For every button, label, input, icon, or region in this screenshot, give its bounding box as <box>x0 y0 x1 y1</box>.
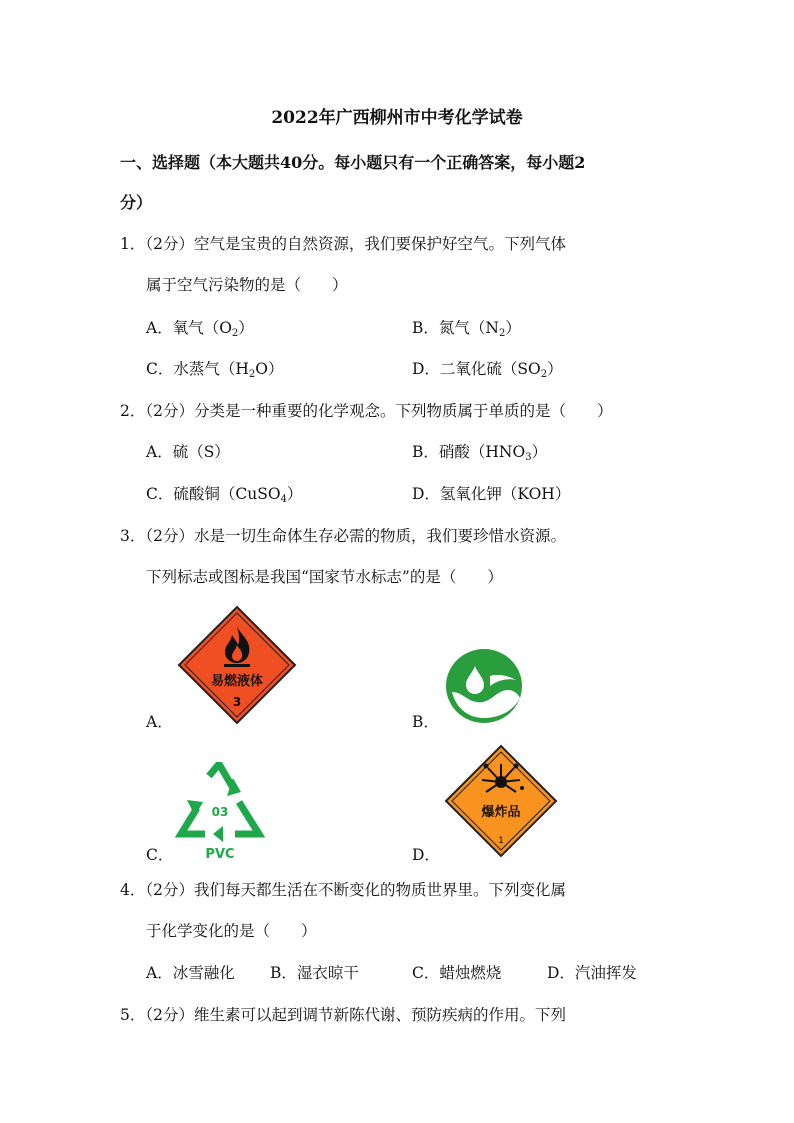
q1-option-c: C．水蒸气$(H_2O)$ <box>146 360 284 380</box>
q4-option-d: D．汽油挥发 <box>547 964 637 982</box>
flammable-sign-text: 易燃液体 <box>210 674 264 689</box>
explosive-sign <box>444 744 558 858</box>
q4-option-a: A．冰雪融化 <box>146 964 235 982</box>
question-4-stem-cont: 于化学变化的是（ ） <box>146 922 317 940</box>
explosive-sign-text: 爆炸品 <box>481 805 521 820</box>
question-1-stem: 1．（2分）空气是宝贵的自然资源，我们要保护好空气。下列气体 <box>120 235 566 253</box>
q3-option-a-label: A． <box>146 713 173 731</box>
q1-option-b: B．氮气$(N_2)$ <box>412 319 521 339</box>
pvc-recycling-icon <box>175 762 265 860</box>
question-3-stem-cont: 下列标志或图标是我国“国家节水标志”的是（ ） <box>146 568 503 586</box>
recycle-code-number: 03 <box>211 805 229 819</box>
q2-option-b: B．硝酸$(HNO_3)$ <box>412 443 548 463</box>
flammable-liquid-sign <box>177 605 297 725</box>
q4-option-c: C．蜡烛燃烧 <box>412 964 502 982</box>
section-heading-line2: 分） <box>120 193 153 212</box>
question-5-stem: 5．（2分）维生素可以起到调节新陈代谢、预防疾病的作用。下列 <box>120 1006 566 1024</box>
exam-title: 2022年广西柳州市中考化学试卷 <box>271 108 523 128</box>
flammable-sign-number: 3 <box>232 695 242 709</box>
q2-option-d: D．氢氧化钾（KOH） <box>412 485 571 503</box>
q3-option-c-label: C． <box>146 846 174 864</box>
q2-option-a: A．硫（S） <box>146 443 230 461</box>
q1-option-a: A．氧气$(O_2)$ <box>146 319 254 339</box>
question-2-stem: 2．（2分）分类是一种重要的化学观念。下列物质属于单质的是（ ） <box>120 402 613 420</box>
q4-option-b: B．湿衣晾干 <box>270 964 359 982</box>
recycle-code-label: PVC <box>205 847 235 860</box>
q2-option-c: C．硫酸铜（CuSO$_4$） <box>146 485 303 505</box>
section-heading-line1: 一、选择题（本大题共40分。每小题只有一个正确答案，每小题2 <box>120 153 586 172</box>
q1-option-d: D．二氧化硫$(SO_2)$ <box>412 360 563 380</box>
q3-option-b-label: B． <box>412 713 439 731</box>
question-3-stem: 3．（2分）水是一切生命体生存必需的物质，我们要珍惜水资源。 <box>120 527 566 545</box>
explosive-sign-number: 1 <box>498 836 504 846</box>
question-4-stem: 4．（2分）我们每天都生活在不断变化的物质世界里。下列变化属 <box>120 881 566 899</box>
question-1-stem-cont: 属于空气污染物的是（ ） <box>146 276 348 294</box>
water-saving-logo <box>444 648 524 724</box>
q3-option-d-label: D． <box>412 846 440 864</box>
